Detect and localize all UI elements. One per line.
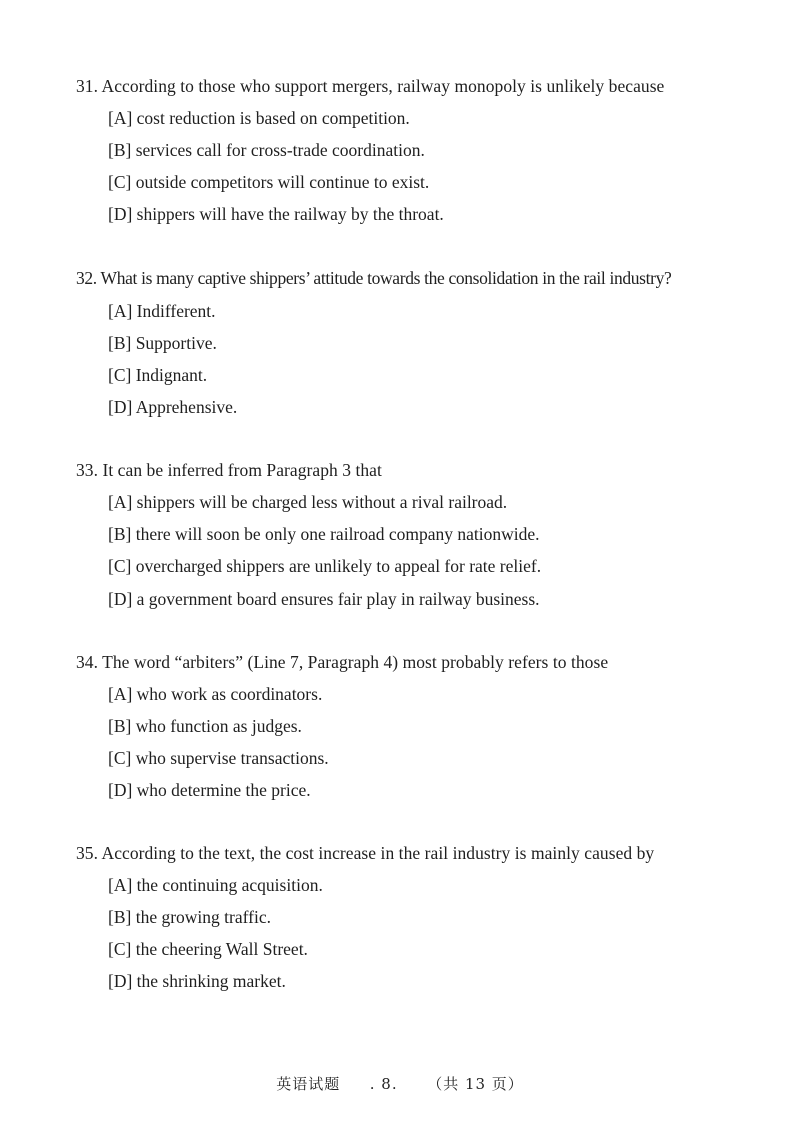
- option-a: [A] cost reduction is based on competition.: [108, 108, 410, 128]
- question-text: According to the text, the cost increase in the rail industry is mainly caused by: [101, 843, 655, 863]
- option-d: [D] shippers will have the railway by the throat.: [108, 204, 444, 224]
- option-c: [C] the cheering Wall Street.: [108, 939, 308, 959]
- question-stem: [76, 76, 664, 96]
- question-number: 34.: [76, 652, 99, 672]
- option-b: [B] who function as judges.: [108, 716, 302, 736]
- option-a: [A] the continuing acquisition.: [108, 875, 323, 895]
- option-c: [C] overcharged shippers are unlikely to appeal for rate relief.: [108, 556, 542, 576]
- option-c: [C] who supervise transactions.: [108, 748, 329, 768]
- option-c: [C] outside competitors will continue to exist.: [108, 172, 430, 192]
- question-stem: [76, 268, 671, 288]
- option-d: [D] who determine the price.: [108, 780, 311, 800]
- option-b: [B] there will soon be only one railroad company nationwide.: [108, 524, 540, 544]
- option-d: [D] a government board ensures fair play in railway business.: [108, 589, 540, 609]
- option-a: [A] Indifferent.: [108, 301, 216, 321]
- option-d: [D] the shrinking market.: [108, 971, 286, 991]
- question-text: It can be inferred from Paragraph 3 that: [102, 460, 382, 480]
- option-a: [A] shippers will be charged less without a rival railroad.: [108, 492, 508, 512]
- question-stem: [76, 652, 608, 672]
- page-footer: [0, 1075, 800, 1093]
- option-a: [A] who work as coordinators.: [108, 684, 323, 704]
- option-b: [B] the growing traffic.: [108, 907, 271, 927]
- question-text: What is many captive shippers’ attitude towards the consolidation in the rail industry?: [100, 268, 672, 288]
- footer-page-number: . 8.: [369, 1075, 398, 1093]
- question-text: The word “arbiters” (Line 7, Paragraph 4) most probably refers to those: [102, 652, 609, 672]
- footer-total-pages: （共 13 页）: [427, 1075, 524, 1093]
- question-number: 33.: [76, 460, 99, 480]
- question-number: 32.: [76, 268, 97, 288]
- option-b: [B] services call for cross-trade coordination.: [108, 140, 425, 160]
- question-stem: [76, 460, 382, 480]
- question-text: According to those who support mergers, railway monopoly is unlikely because: [101, 76, 665, 96]
- option-c: [C] Indignant.: [108, 365, 208, 385]
- question-number: 31.: [76, 76, 99, 96]
- option-d: [D] Apprehensive.: [108, 397, 238, 417]
- option-b: [B] Supportive.: [108, 333, 217, 353]
- question-number: 35.: [76, 843, 99, 863]
- footer-subject: 英语试题: [276, 1075, 341, 1093]
- question-stem: [76, 843, 654, 863]
